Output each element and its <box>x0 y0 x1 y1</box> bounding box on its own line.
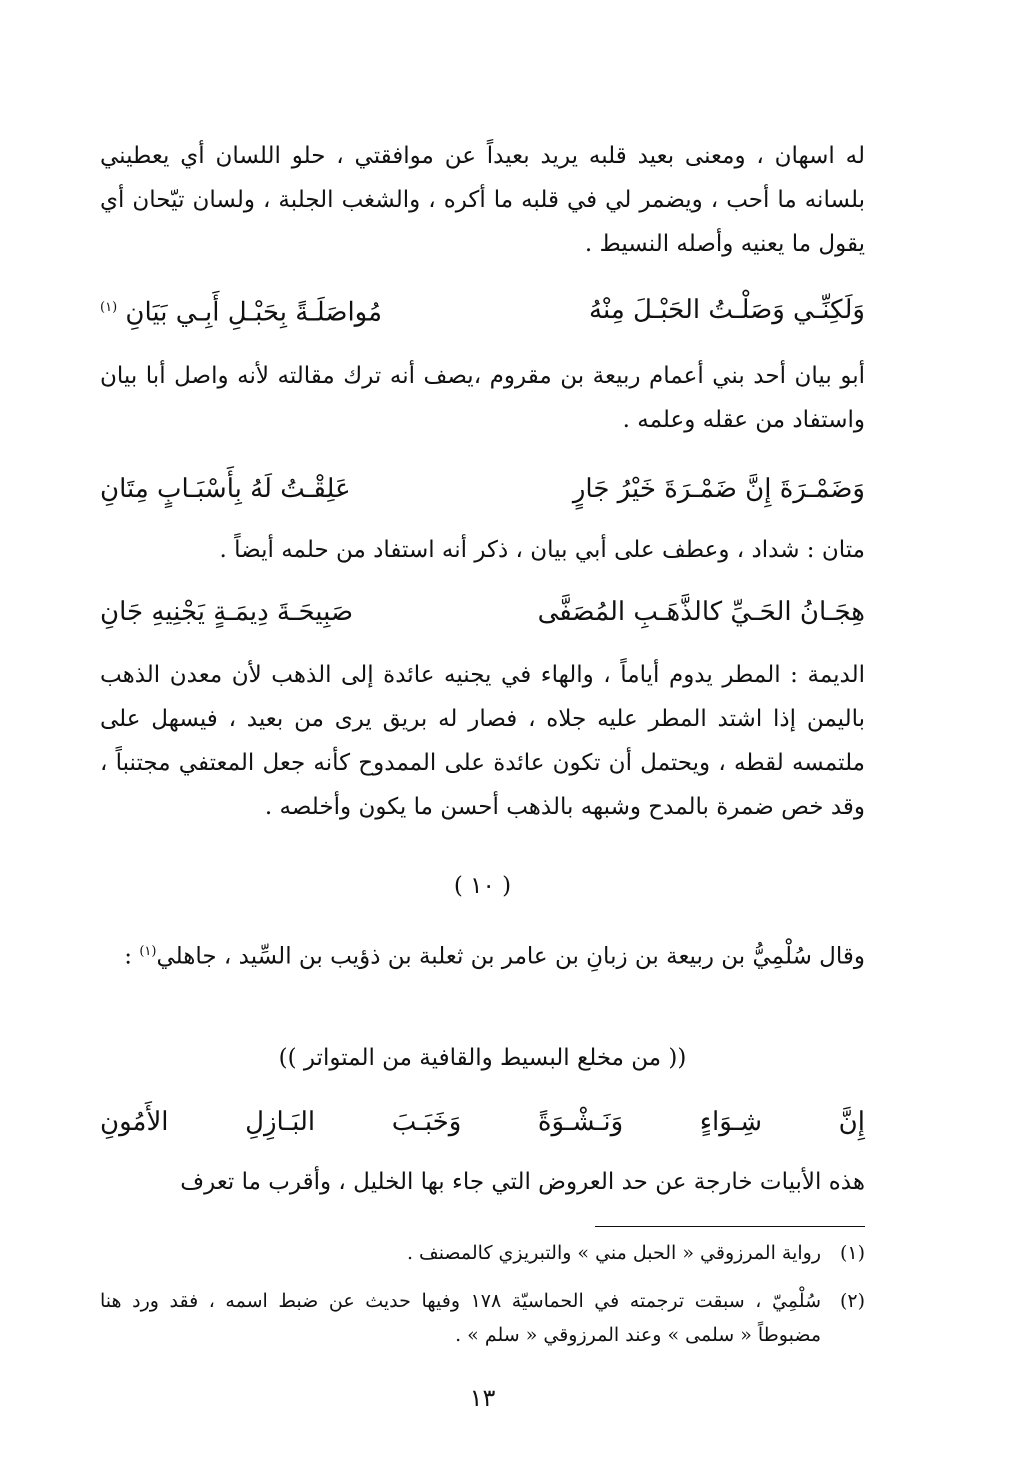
paragraph-prosody-note: هذه الأبيات خارجة عن حد العروض التي جاء بها الخليل ، وأقرب ما تعرف <box>180 1169 865 1195</box>
footnote-2 <box>100 1284 865 1352</box>
verse-line-2 <box>100 465 865 513</box>
footnote-1-number: (١) <box>839 1242 865 1264</box>
footnote-divider <box>595 1226 865 1227</box>
verse-3-first-hemistich: هِجَـانُ الحَـيِّ كالذَّهَـبِ المُصَفَّى <box>537 597 865 627</box>
footnote-ref-1[interactable]: (١) <box>100 299 118 315</box>
footnote-ref-2[interactable]: (١) <box>139 944 157 959</box>
paragraph-explanation-1: له اسهان ، ومعنى بعيد قلبه يريد بعيداً عن موافقتي ، حلو اللسان أي يعطيني بلسانه ما أحب ، ويضمر لي في قلبه ما أكره ، والشغب الجلبة ، ولسان تيّحان أي يقول ما يعنيه وأصله النسيط . <box>100 143 865 257</box>
verse-1-first-hemistich: وَلَكِنِّـي وَصَلْـتُ الحَبْـلَ مِنْهُ <box>589 295 865 325</box>
verse-3-second-hemistich: صَبِيحَـةَ دِيمَـةٍ يَجْنِيهِ جَانِ <box>100 597 354 627</box>
verse-1-second-hemistich <box>100 284 382 337</box>
verse-4-word-1: إِنَّ <box>838 1107 865 1137</box>
footnote-2-number: (٢) <box>839 1290 865 1312</box>
verse-1-second-text: مُواصَلَـةً بِحَبْـلِ أَبِـي بَيَانِ <box>125 297 383 328</box>
verse-4-word-3: وَنَـشْـوَةً <box>537 1107 624 1137</box>
verse-line-4 <box>100 1098 865 1146</box>
verse-line-3 <box>100 588 865 636</box>
verse-4-word-5: البَـازِلِ <box>245 1107 316 1137</box>
footnote-2-text: سُلْمِيّ ، سبقت ترجمته في الحماسيّة ١٧٨ وفيها حديث عن ضبط اسمه ، فقد ورد هنا مضبوطاً « سلمى » وعند المرزوقي « سلم » . <box>100 1290 821 1346</box>
page-number: ١٣ <box>469 1384 496 1412</box>
poem-intro-tail: : <box>124 943 140 970</box>
poem-intro-text: وقال سُلْمِيُّ بن ربيعة بن زبانِ بن عامر بن ثعلبة بن ذؤيب بن السِّيد ، جاهلي <box>156 943 865 970</box>
verse-4-word-6: الأَمُونِ <box>100 1107 169 1137</box>
paragraph-explanation-3: متان : شداد ، وعطف على أبي بيان ، ذكر أنه استفاد من حلمه أيضاً . <box>219 537 865 563</box>
footnote-1 <box>100 1236 865 1270</box>
footnote-1-text: رواية المرزوقي « الحبل مني » والتبريزي كالمصنف . <box>406 1242 821 1264</box>
document-page <box>100 0 865 1477</box>
verse-line-1 <box>100 286 865 334</box>
paragraph-explanation-4: الديمة : المطر يدوم أياماً ، والهاء في يجنيه عائدة إلى الذهب لأن معدن الذهب باليمن إذا اشتد المطر عليه جلاه ، فصار له بريق يرى من بعيد ، فيسهل على ملتمسه لقطه ، ويحتمل أن تكون عائدة على الممدوح كأنه جعل المعتفي مجتنباً ، وقد خص ضمرة بالمدح وشبهه بالذهب أحسن ما يكون وأخلصه . <box>100 662 865 820</box>
verse-4-word-4: وَخَبَـبَ <box>391 1107 462 1137</box>
paragraph-explanation-2: أبو بيان أحد بني أعمام ربيعة بن مقروم ،يصف أنه ترك مقالته لأنه واصل أبا بيان واستفاد من عقله وعلمه . <box>100 363 865 433</box>
verse-2-second-hemistich: عَلِقْـتُ لَهُ بِأَسْبَـابٍ مِتَانِ <box>100 474 351 504</box>
section-number: ( ١٠ ) <box>453 873 512 899</box>
meter-label: (( من مخلع البسيط والقافية من المتواتر )) <box>278 1045 687 1071</box>
verse-4-word-2: شِـوَاءٍ <box>699 1107 763 1137</box>
paragraph-poem-intro <box>100 930 865 979</box>
verse-2-first-hemistich: وَضَمْـرَةَ إِنَّ ضَمْـرَةَ خَيْرُ جَارٍ <box>572 474 865 504</box>
